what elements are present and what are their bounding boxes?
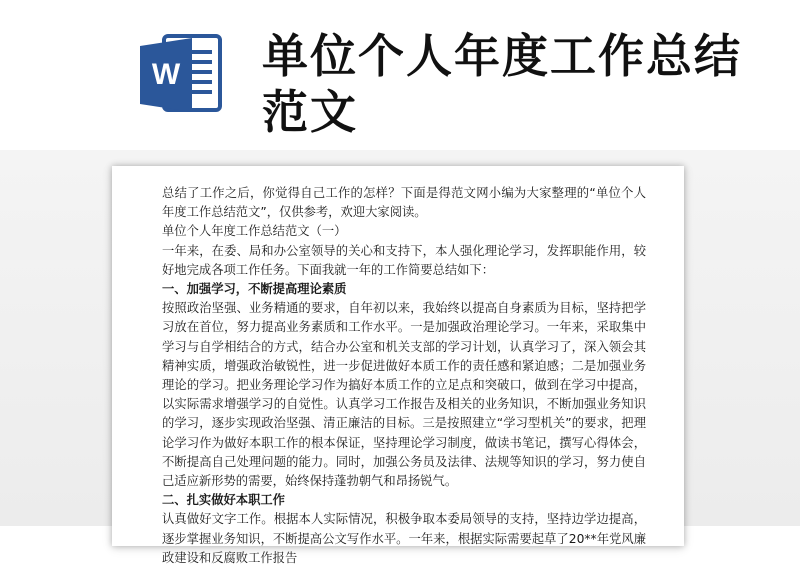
paragraph: 总结了工作之后，你觉得自己工作的怎样？下面是得范文网小编为大家整理的“单位个人年度工作总结范文”，仅供参考，欢迎大家阅读。 [162,186,646,220]
header [0,0,800,160]
word-letter-icon: W [151,58,181,91]
document-body [162,184,646,568]
paragraph: 认真做好文字工作。根据本人实际情况，积极争取本委局领导的支持，坚持边学边提高，逐步掌握业务知识，不断提高公文写作水平。一年来，根据实际需要起草了20**年党风廉政建设和反腐败工作报告 [162,512,646,565]
word-document-icon [140,32,224,116]
section-heading: 一、加强学习，不断提高理论素质 [162,282,347,297]
document-page [112,166,684,565]
section-heading: 二、扎实做好本职工作 [162,493,285,508]
paragraph: 按照政治坚强、业务精通的要求，自年初以来，我始终以提高自身素质为目标，坚持把学习放在首位，努力提高业务素质和工作水平。一是加强政治理论学习。一年来，采取集中学习与自学相结合的方式，结合办公室和机关支部的学习计划，认真学习了，深入领会其精神实质，增强政治敏锐性，进一步促进做好本质工作的责任感和紧迫感；二是加强业务理论的学习。把业务理论学习作为搞好本质工作的立足点和突破口，做到在学习中提高，以实际需求增强学习的自觉性。认真学习工作报告及相关的业务知识，不断加强业务知识的学习，逐步实现政治坚强、清正廉洁的目标。三是按照建立“学习型机关”的要求，把理论学习作为做好本职工作的根本保证，坚持理论学习制度，做读书笔记，撰写心得体会，不断提高自己处理问题的能力。同时，加强公务员及法律、法规等知识的学习，努力使自己适应新形势的需要，始终保持蓬勃朝气和昂扬锐气。 [162,301,646,489]
paragraph: 一年来，在委、局和办公室领导的关心和支持下，本人强化理论学习，发挥职能作用，较好地完成各项工作任务。下面我就一年的工作简要总结如下： [162,243,646,277]
page-title: 单位个人年度工作总结范文 [262,29,742,139]
paragraph: 单位个人年度工作总结范文（一） [162,224,347,239]
